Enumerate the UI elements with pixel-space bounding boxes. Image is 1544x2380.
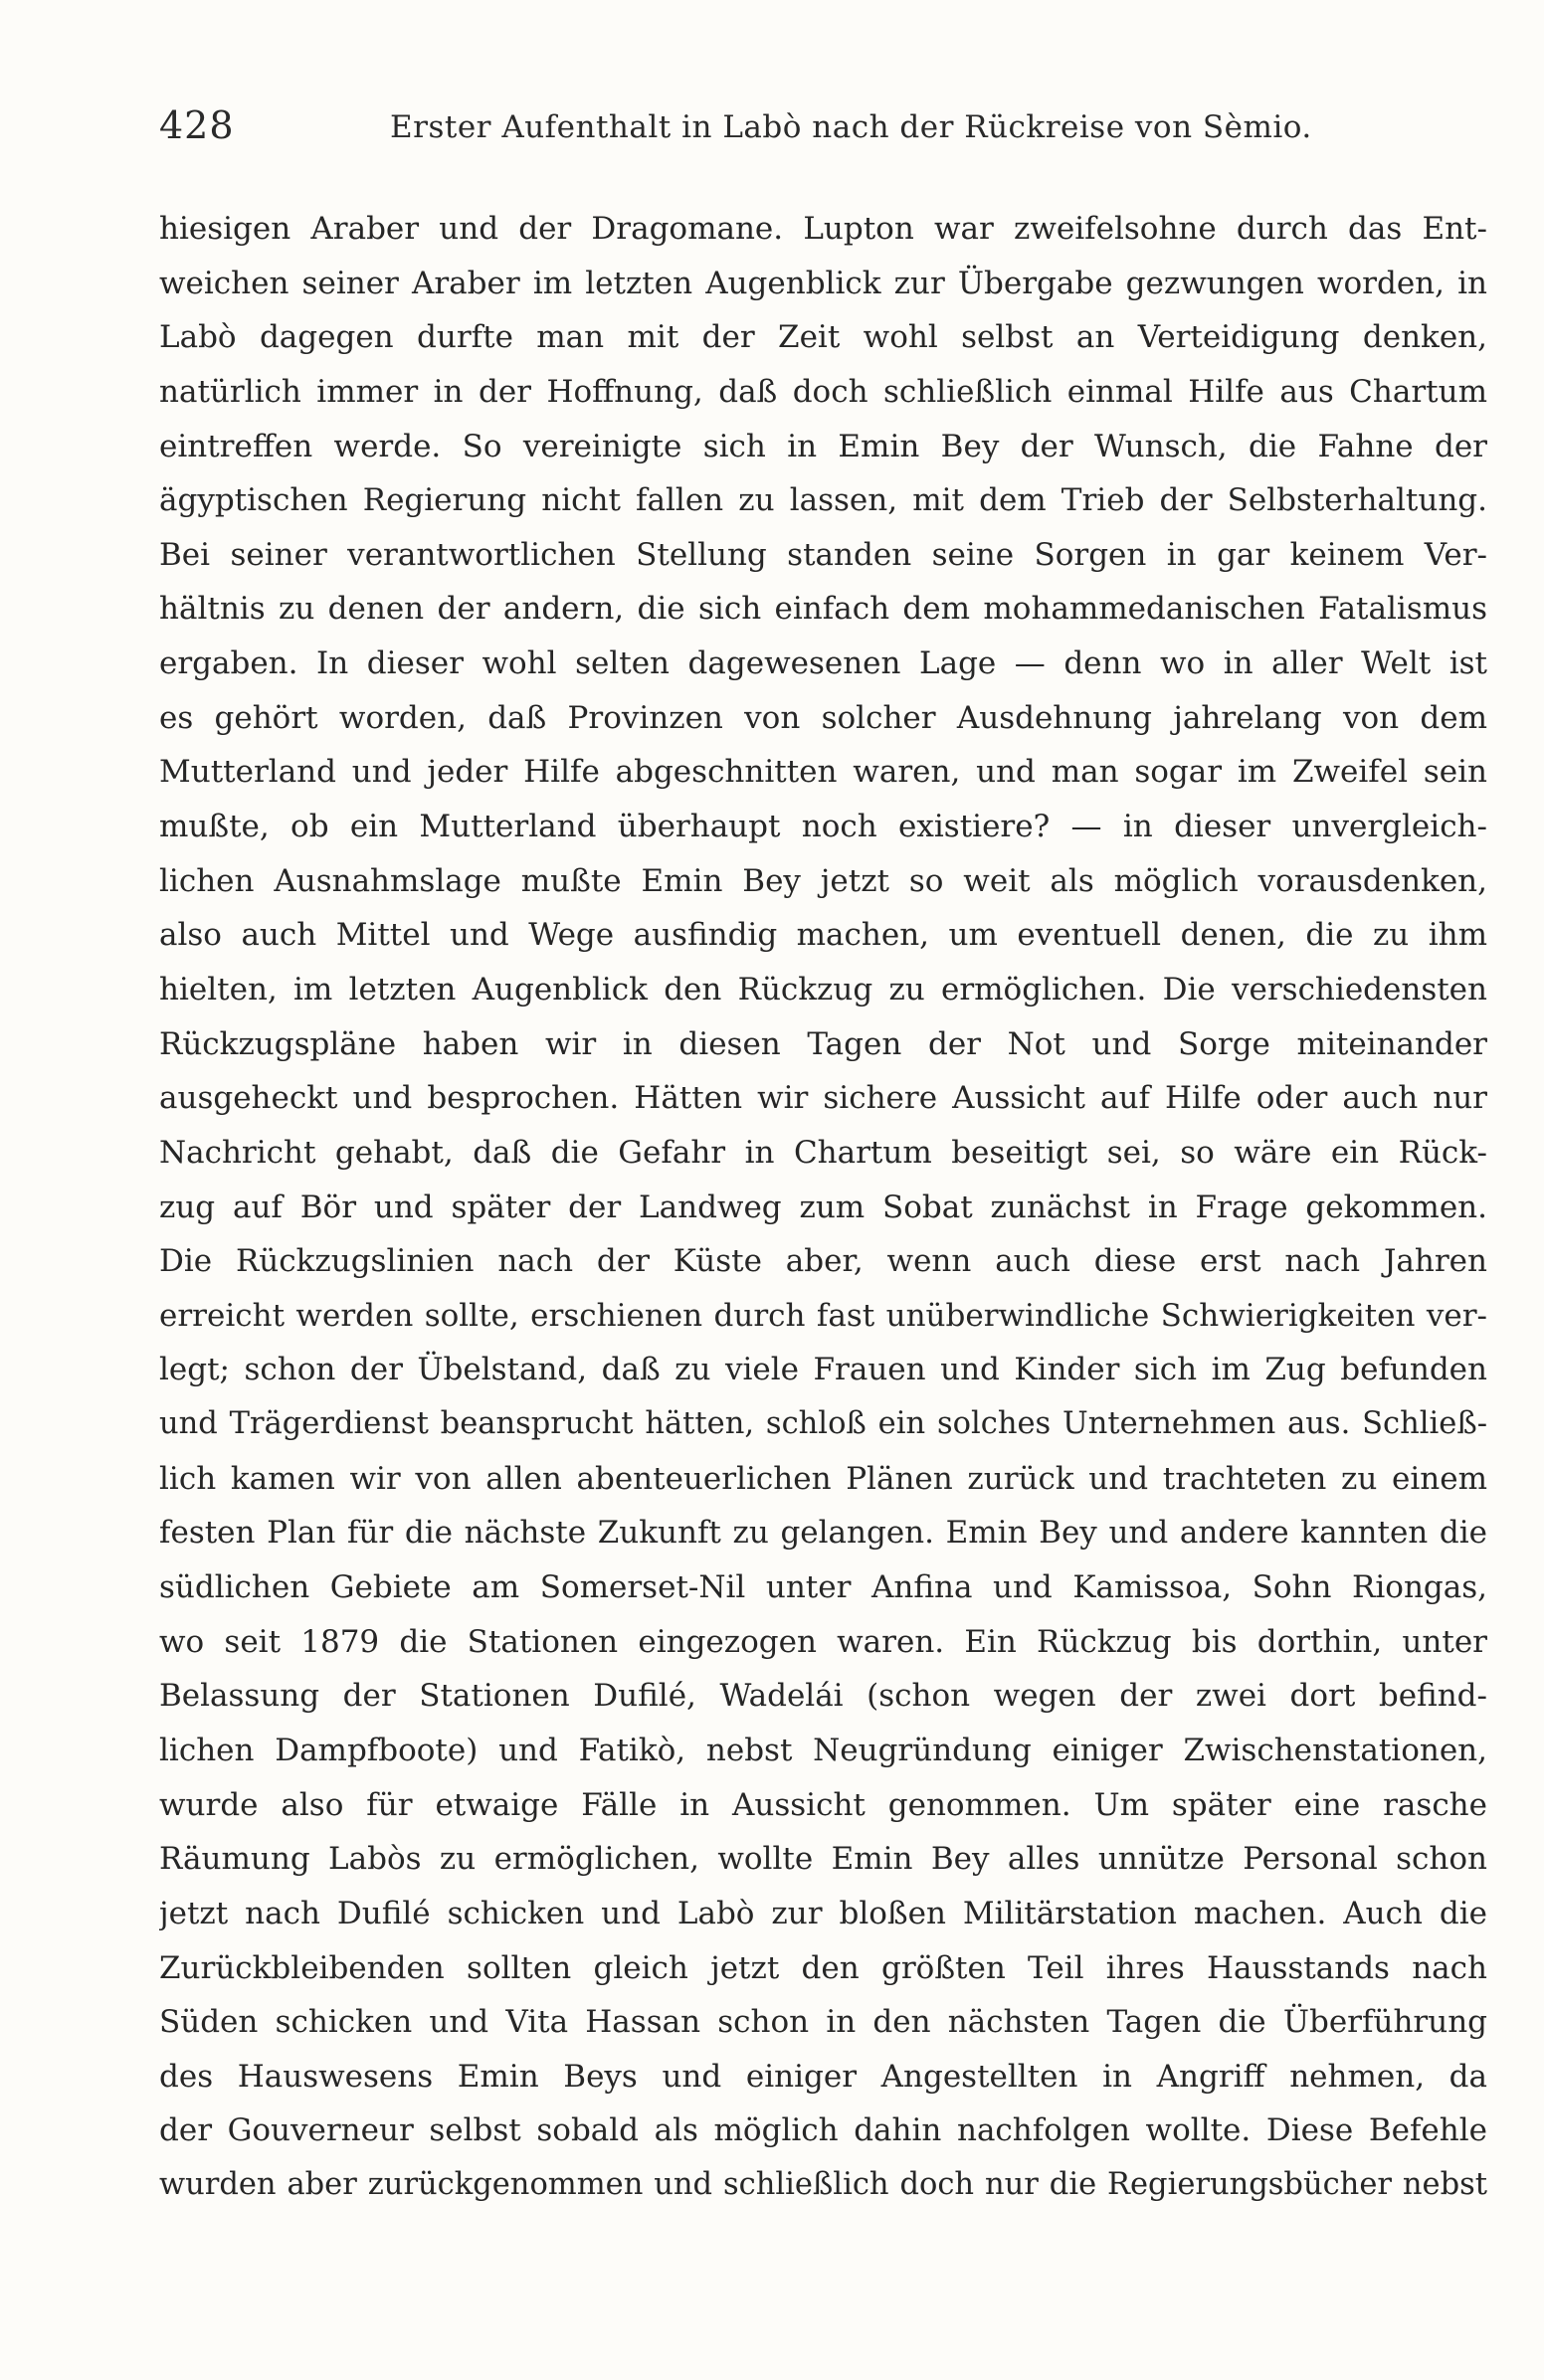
- text-line: weichen seiner Araber im letzten Augenblick zur Übergabe gezwungen worden, in: [159, 265, 1487, 301]
- text-line: Süden schicken und Vita Hassan schon in den nächsten Tagen die Überführung: [159, 2004, 1487, 2041]
- text-line: ausgeheckt und besprochen. Hätten wir sichere Aussicht auf Hilfe oder auch nur: [159, 1080, 1487, 1117]
- text-line: es gehört worden, daß Provinzen von solcher Ausdehnung jahrelang von dem: [159, 699, 1487, 736]
- text-line: der Gouverneur selbst sobald als möglich dahin nachfolgen wollte. Diese Befehle: [159, 2112, 1487, 2149]
- text-line: eintreffen werde. So vereinigte sich in Emin Bey der Wunsch, die Fahne der: [159, 428, 1487, 464]
- text-line: hielten, im letzten Augenblick den Rückzug zu ermöglichen. Die verschiedensten: [159, 971, 1487, 1007]
- page-number: 428: [159, 103, 235, 147]
- running-title: Erster Aufenthalt in Labò nach der Rückreise von Sèmio.: [390, 109, 1312, 145]
- text-line: also auch Mittel und Wege ausfindig machen, um eventuell denen, die zu ihm: [159, 917, 1487, 954]
- text-line: Zurückbleibenden sollten gleich jetzt den größten Teil ihres Hausstands nach: [159, 1949, 1487, 1986]
- text-line: lich kamen wir von allen abenteuerlichen Plänen zurück und trachteten zu einem: [159, 1460, 1487, 1497]
- text-line: ergaben. In dieser wohl selten dagewesenen Lage — denn wo in aller Welt ist: [159, 645, 1487, 682]
- text-line: Nachricht gehabt, daß die Gefahr in Chartum beseitigt sei, so wäre ein Rück-: [159, 1134, 1487, 1171]
- text-line: Räumung Labòs zu ermöglichen, wollte Emin Bey alles unnütze Personal schon: [159, 1841, 1487, 1878]
- text-line: zug auf Bör und später der Landweg zum Sobat zunächst in Frage gekommen.: [159, 1189, 1487, 1225]
- text-line: wo seit 1879 die Stationen eingezogen waren. Ein Rückzug bis dorthin, unter: [159, 1623, 1487, 1660]
- text-line: südlichen Gebiete am Somerset-Nil unter Anfina und Kamissoa, Sohn Riongas,: [159, 1569, 1487, 1606]
- text-line: wurden aber zurückgenommen und schließlich doch nur die Regierungsbücher nebst: [159, 2167, 1487, 2203]
- text-line: Die Rückzugslinien nach der Küste aber, wenn auch diese erst nach Jahren: [159, 1243, 1487, 1280]
- text-line: Belassung der Stationen Dufilé, Wadelái (schon wegen der zwei dort befind-: [159, 1678, 1487, 1715]
- text-line: wurde also für etwaige Fälle in Aussicht genommen. Um später eine rasche: [159, 1786, 1487, 1823]
- page-header: [159, 103, 1482, 163]
- text-line: Rückzugspläne haben wir in diesen Tagen der Not und Sorge miteinander: [159, 1025, 1487, 1062]
- text-line: des Hauswesens Emin Beys und einiger Angestellten in Angriff nehmen, da: [159, 2058, 1487, 2095]
- text-line: ägyptischen Regierung nicht fallen zu lassen, mit dem Trieb der Selbsterhaltung.: [159, 482, 1487, 519]
- text-line: natürlich immer in der Hoffnung, daß doch schließlich einmal Hilfe aus Chartum: [159, 373, 1487, 410]
- text-line: erreicht werden sollte, erschienen durch fast unüberwindliche Schwierigkeiten ver-: [159, 1297, 1487, 1334]
- text-line: lichen Dampfboote) und Fatikò, nebst Neugründung einiger Zwischenstationen,: [159, 1732, 1487, 1768]
- text-line: Mutterland und jeder Hilfe abgeschnitten waren, und man sogar im Zweifel sein: [159, 754, 1487, 791]
- text-line: hältnis zu denen der andern, die sich einfach dem mohammedanischen Fatalismus: [159, 591, 1487, 628]
- text-line: festen Plan für die nächste Zukunft zu gelangen. Emin Bey und andere kannten die: [159, 1515, 1487, 1552]
- body-text: [159, 202, 1487, 2213]
- text-line: hiesigen Araber und der Dragomane. Lupton war zweifelsohne durch das Ent-: [159, 211, 1487, 247]
- text-line: jetzt nach Dufilé schicken und Labò zur bloßen Militärstation machen. Auch die: [159, 1895, 1487, 1931]
- text-line: mußte, ob ein Mutterland überhaupt noch existiere? — in dieser unvergleich-: [159, 809, 1487, 845]
- text-line: und Trägerdienst beansprucht hätten, schloß ein solches Unternehmen aus. Schließ-: [159, 1406, 1487, 1442]
- text-line: legt; schon der Übelstand, daß zu viele Frauen und Kinder sich im Zug befunden: [159, 1352, 1487, 1388]
- text-line: Labò dagegen durfte man mit der Zeit wohl selbst an Verteidigung denken,: [159, 319, 1487, 356]
- text-line: lichen Ausnahmslage mußte Emin Bey jetzt so weit als möglich vorausdenken,: [159, 862, 1487, 899]
- text-line: Bei seiner verantwortlichen Stellung standen seine Sorgen in gar keinem Ver-: [159, 536, 1487, 573]
